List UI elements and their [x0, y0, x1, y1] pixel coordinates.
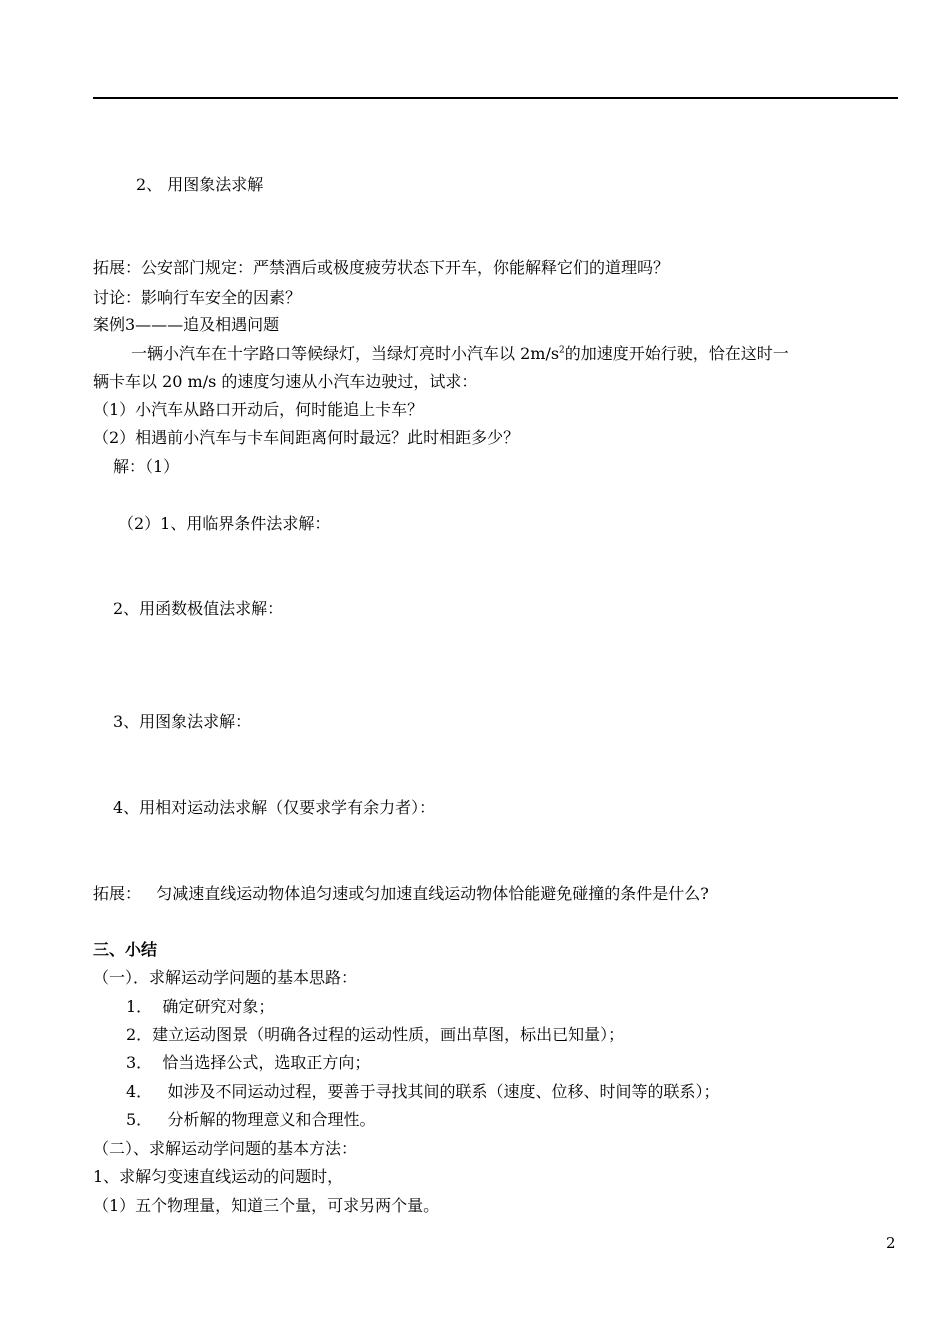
method-2-graph: 2、 用图象法求解 — [136, 175, 264, 194]
summary-b: （二）、求解运动学问题的基本方法： — [93, 1139, 358, 1158]
problem-line-1 — [131, 344, 789, 364]
summary-a4: 4． 如涉及不同运动过程，要善于寻找其间的联系（速度、位移、时间等的联系）； — [126, 1082, 720, 1101]
case-3-title: 案例3———追及相遇问题 — [93, 315, 280, 334]
summary-a2: 2．建立运动图景（明确各过程的运动性质，画出草图，标出已知量）； — [126, 1025, 625, 1044]
extension-1: 拓展：公安部门规定：严禁酒后或极度疲劳状态下开车，你能解释它们的道理吗？ — [93, 258, 670, 277]
question-1: （1）小汽车从路口开动后，何时能追上卡车？ — [93, 400, 424, 419]
extension-2: 拓展： 匀减速直线运动物体追匀速或匀加速直线运动物体恰能避免碰撞的条件是什么? — [93, 884, 709, 903]
superscript: 2 — [559, 345, 565, 356]
solution-2-1: （2）1、用临界条件法求解： — [118, 514, 331, 533]
summary-b2: （1）五个物理量，知道三个量，可求另两个量。 — [93, 1196, 440, 1215]
solution-label: 解：（1） — [113, 457, 180, 476]
summary-b1: 1、求解匀变速直线运动的问题时， — [93, 1167, 344, 1186]
problem-line-1b: 的加速度开始行驶，恰在这时一 — [564, 344, 789, 363]
summary-a: （一）．求解运动学问题的基本思路： — [93, 968, 358, 987]
solution-2-2: 2、用函数极值法求解： — [113, 599, 284, 618]
problem-line-2: 辆卡车以 20 m/s 的速度匀速从小汽车边驶过，试求： — [93, 372, 478, 391]
page-number: 2 — [886, 1234, 896, 1252]
question-2: （2）相遇前小汽车与卡车间距离何时最远？此时相距多少？ — [93, 428, 520, 447]
discussion: 讨论：影响行车安全的因素？ — [93, 288, 302, 307]
summary-a3: 3． 恰当选择公式，选取正方向； — [126, 1053, 371, 1072]
summary-a5: 5． 分析解的物理意义和合理性。 — [126, 1110, 376, 1129]
summary-a1: 1． 确定研究对象； — [126, 997, 275, 1016]
solution-2-4: 4、用相对运动法求解（仅要求学有余力者）： — [113, 798, 436, 817]
header-rule — [93, 97, 898, 99]
section-3-title: 三、小结 — [93, 940, 158, 959]
solution-2-3: 3、用图象法求解： — [113, 712, 252, 731]
problem-line-1a: 一辆小汽车在十字路口等候绿灯，当绿灯亮时小汽车以 2m/s — [131, 344, 560, 363]
